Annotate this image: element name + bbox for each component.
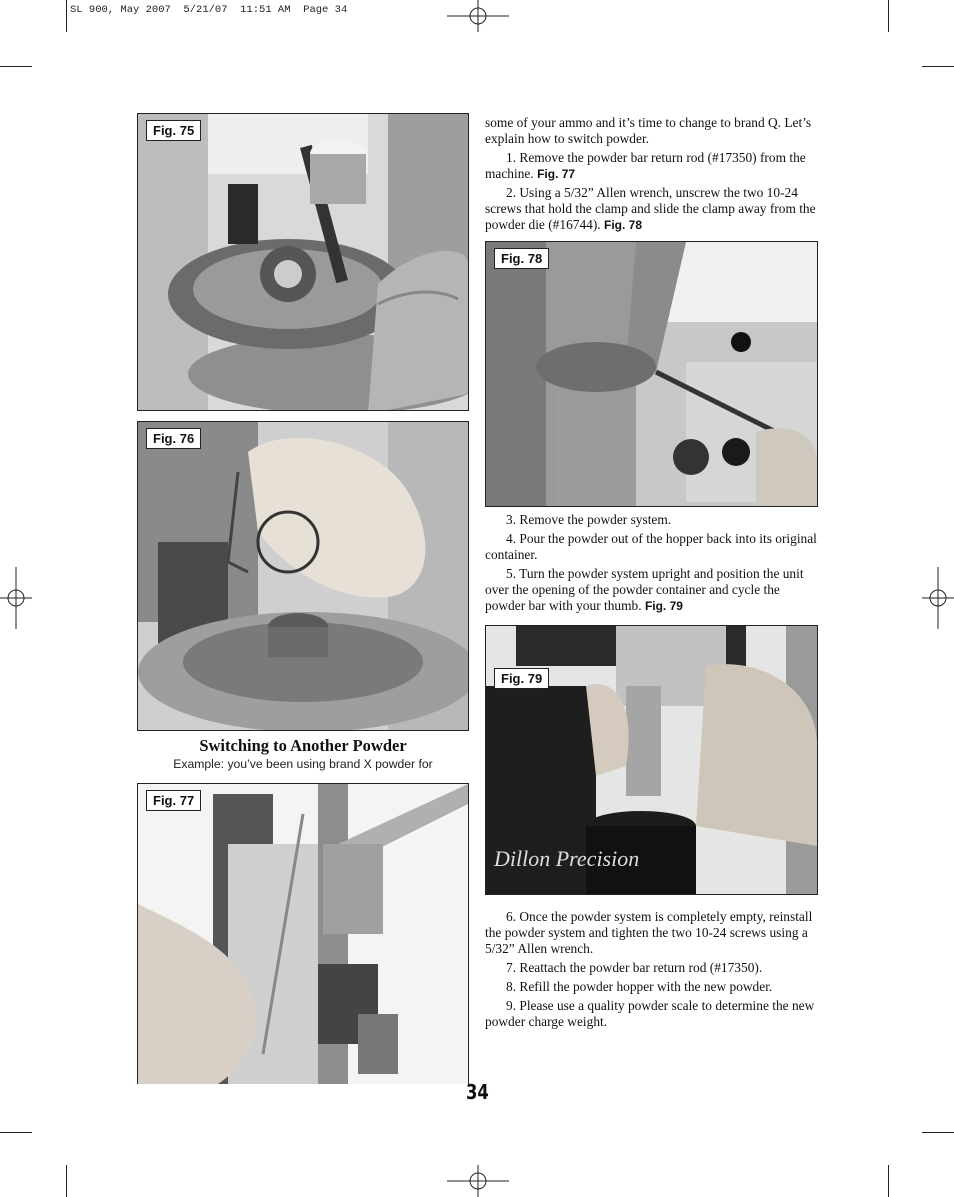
return-rod-photo: [138, 784, 468, 1084]
intro-paragraph: some of your ammo and it’s time to change to brand Q. Let’s explain how to switch powder.: [485, 115, 812, 146]
slug-line: SL 900, May 2007 5/21/07 11:51 AM Page 34: [70, 4, 348, 16]
powder-measure-photo: [138, 114, 468, 410]
step-4: 4. Pour the powder out of the hopper back into its original container.: [485, 531, 817, 562]
figure-79-photo: [485, 625, 818, 895]
registration-mark-icon: [922, 567, 954, 629]
figure-reference: Fig. 79: [644, 599, 683, 613]
step-2: 2. Using a 5/32” Allen wrench, unscrew the two 10-24 screws that hold the clamp and slide the clamp away from the powder die (#16744). Fig. 78: [485, 185, 816, 232]
page-number: 34: [466, 1080, 489, 1104]
instructions-bottom: [485, 909, 817, 1033]
step-7: 7. Reattach the powder bar return rod (#17350).: [506, 960, 763, 975]
section-heading: Switching to Another Powder: [199, 736, 407, 755]
powder-bar-photo: [138, 422, 468, 730]
instructions-top: [485, 115, 817, 236]
crop-mark: [66, 0, 67, 32]
registration-mark-icon: [0, 567, 32, 629]
clamp-photo: [486, 242, 817, 506]
instructions-mid: [485, 512, 817, 617]
step-5: 5. Turn the powder system upright and position the unit over the opening of the powder container and cycle the powder bar with your thumb. Fig. 79: [485, 566, 804, 613]
step-3: 3. Remove the powder system.: [506, 512, 672, 527]
example-text: Example: you’ve been using brand X powder for: [173, 757, 433, 771]
crop-mark: [888, 1165, 889, 1197]
figure-label: Fig. 77: [146, 790, 201, 811]
figure-77-photo: [137, 783, 469, 1084]
step-6: 6. Once the powder system is completely empty, reinstall the powder system and tighten the two 10-24 screws using a 5/32” Allen wrench.: [485, 909, 813, 956]
crop-mark: [0, 1132, 32, 1133]
figure-78-photo: [485, 241, 818, 507]
crop-mark: [888, 0, 889, 32]
figure-label: Fig. 78: [494, 248, 549, 269]
crop-mark: [0, 66, 32, 67]
crop-mark: [922, 66, 954, 67]
crop-mark: [922, 1132, 954, 1133]
step-1: 1. Remove the powder bar return rod (#17350) from the machine. Fig. 77: [485, 150, 806, 181]
figure-reference: Fig. 78: [604, 218, 643, 232]
figure-label: Fig. 79: [494, 668, 549, 689]
figure-label: Fig. 76: [146, 428, 201, 449]
step-9: 9. Please use a quality powder scale to determine the new powder charge weight.: [485, 998, 815, 1029]
registration-mark-icon: [447, 1165, 509, 1197]
figure-76-photo: [137, 421, 469, 731]
logo-watermark: Dillon Precision: [494, 846, 640, 871]
crop-mark: [66, 1165, 67, 1197]
step-8: 8. Refill the powder hopper with the new powder.: [506, 979, 773, 994]
figure-75-photo: [137, 113, 469, 411]
figure-reference: Fig. 77: [537, 167, 576, 181]
registration-mark-icon: [447, 0, 509, 32]
figure-label: Fig. 75: [146, 120, 201, 141]
powder-system-photo: [486, 626, 817, 894]
